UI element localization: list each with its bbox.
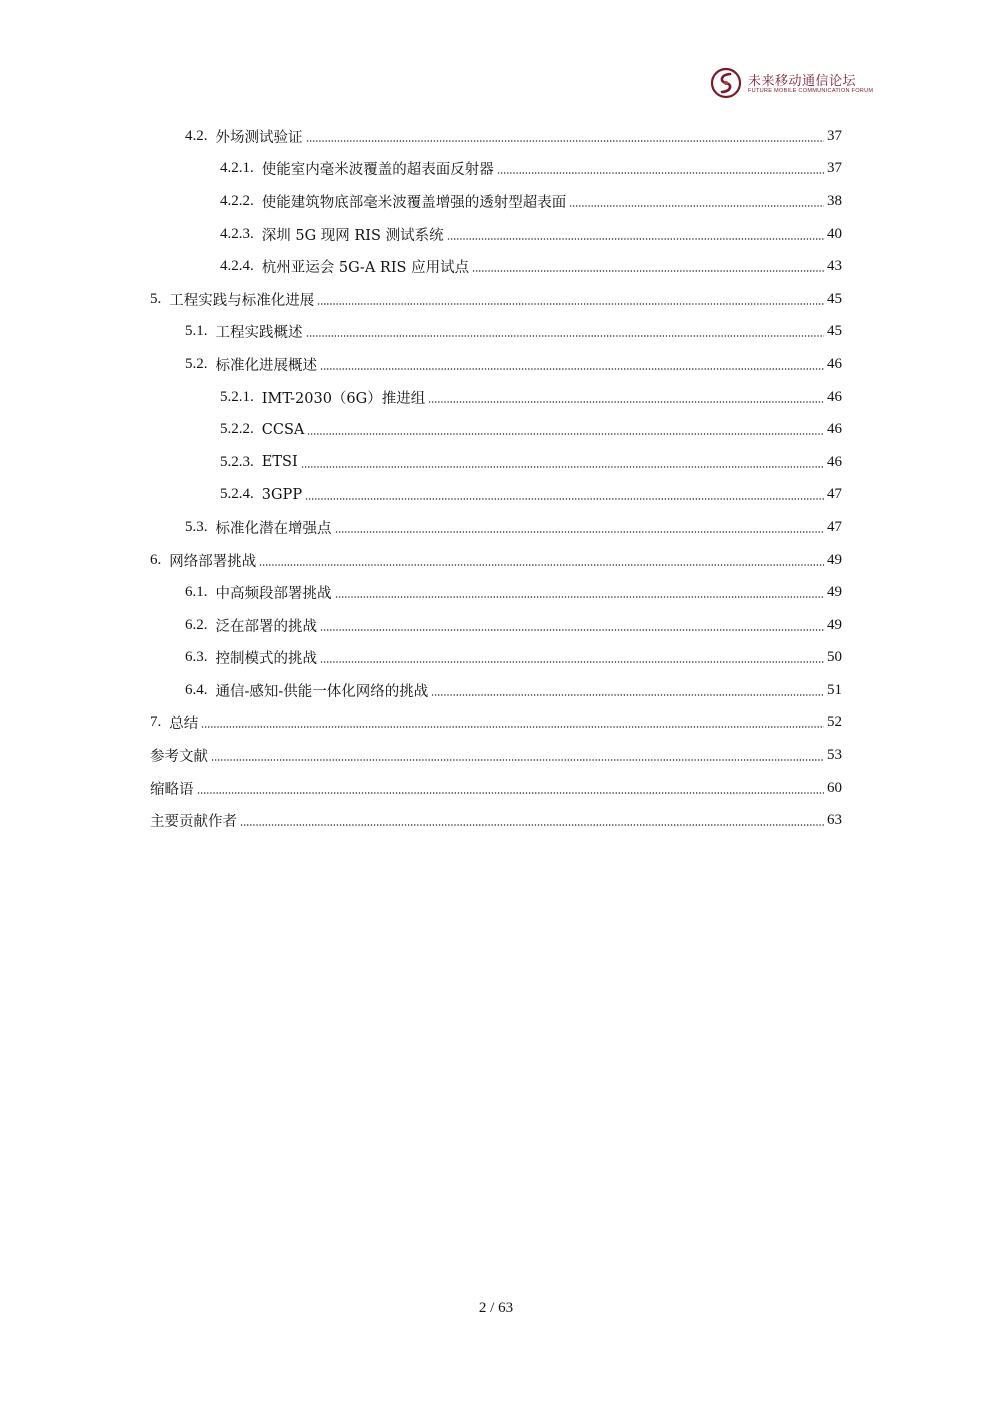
toc-entry-page: 38 — [827, 192, 842, 209]
toc-entry-number: 4.2.4. — [220, 258, 254, 275]
toc-entry-title: 3GPP — [261, 486, 303, 503]
toc-entry-page: 63 — [827, 812, 842, 829]
toc-entry[interactable] — [150, 576, 842, 609]
toc-dot-leader — [472, 269, 824, 273]
toc-dot-leader — [320, 367, 824, 371]
toc-entry[interactable] — [150, 739, 842, 772]
toc-entry-title: 泛在部署的挑战 — [215, 618, 317, 635]
toc-dot-leader — [317, 302, 824, 306]
toc-dot-leader — [497, 171, 824, 175]
toc-entry-title: 网络部署挑战 — [169, 553, 257, 570]
toc-dot-leader — [569, 204, 824, 208]
toc-entry-title: ETSI — [261, 454, 298, 471]
toc-entry-page: 40 — [827, 225, 842, 242]
toc-entry-title: 深圳 5G 现网 RIS 测试系统 — [261, 227, 444, 244]
toc-entry-title: 标准化潜在增强点 — [215, 520, 332, 537]
toc-entry-number: 6. — [150, 551, 162, 568]
toc-entry-number: 5.3. — [185, 518, 208, 535]
toc-entry-page: 46 — [827, 355, 842, 372]
toc-entry[interactable] — [150, 413, 842, 446]
toc-entry-number: 4.2.3. — [220, 225, 254, 242]
toc-dot-leader — [301, 465, 824, 469]
toc-entry-number: 7. — [150, 714, 162, 731]
toc-entry-title: 工程实践概述 — [215, 325, 303, 342]
toc-entry-page: 37 — [827, 127, 842, 144]
toc-entry-number: 4.2.2. — [220, 192, 254, 209]
toc-dot-leader — [259, 563, 824, 567]
toc-entry-page: 49 — [827, 551, 842, 568]
toc-entry-title: 使能室内毫米波覆盖的超表面反射器 — [261, 162, 494, 179]
toc-entry-number: 6.1. — [185, 584, 208, 601]
toc-entry-page: 46 — [827, 453, 842, 470]
toc-entry-number: 5.1. — [185, 323, 208, 340]
toc-entry-title: 控制模式的挑战 — [215, 651, 317, 668]
toc-entry[interactable] — [150, 218, 842, 251]
table-of-contents — [150, 120, 842, 837]
toc-entry-title: 参考文献 — [150, 749, 208, 766]
toc-entry[interactable] — [150, 250, 842, 283]
toc-dot-leader — [307, 432, 824, 436]
toc-entry-title: 工程实践与标准化进展 — [169, 292, 315, 309]
toc-entry-page: 45 — [827, 290, 842, 307]
toc-entry-number: 5.2.2. — [220, 421, 254, 438]
toc-entry[interactable] — [150, 804, 842, 837]
toc-entry[interactable] — [150, 120, 842, 153]
toc-entry-page: 50 — [827, 649, 842, 666]
toc-entry-page: 47 — [827, 486, 842, 503]
toc-entry[interactable] — [150, 609, 842, 642]
toc-entry[interactable] — [150, 772, 842, 805]
toc-dot-leader — [447, 237, 824, 241]
toc-entry-page: 45 — [827, 323, 842, 340]
toc-entry-title: 通信-感知-供能一体化网络的挑战 — [215, 683, 429, 700]
toc-entry-title: 中高频段部署挑战 — [215, 586, 332, 603]
toc-entry-page: 53 — [827, 747, 842, 764]
toc-entry-number: 6.2. — [185, 616, 208, 633]
toc-entry-title: 外场测试验证 — [215, 129, 303, 146]
toc-entry-page: 47 — [827, 518, 842, 535]
logo-english-name: FUTURE MOBILE COMMUNICATION FORUM — [748, 88, 874, 94]
toc-dot-leader — [211, 758, 824, 762]
toc-entry[interactable] — [150, 511, 842, 544]
toc-entry-number: 5. — [150, 290, 162, 307]
toc-entry-number: 5.2. — [185, 355, 208, 372]
toc-entry[interactable] — [150, 707, 842, 740]
toc-entry-page: 46 — [827, 388, 842, 405]
toc-entry-page: 43 — [827, 258, 842, 275]
toc-entry[interactable] — [150, 381, 842, 414]
toc-dot-leader — [240, 823, 824, 827]
toc-entry[interactable] — [150, 348, 842, 381]
toc-dot-leader — [306, 334, 825, 338]
toc-entry[interactable] — [150, 316, 842, 349]
toc-dot-leader — [306, 139, 825, 143]
toc-entry[interactable] — [150, 446, 842, 479]
toc-dot-leader — [305, 497, 824, 501]
forum-logo-icon — [710, 67, 742, 99]
toc-entry-title: CCSA — [261, 421, 305, 438]
toc-entry-page: 46 — [827, 421, 842, 438]
toc-entry-page: 51 — [827, 681, 842, 698]
toc-dot-leader — [320, 628, 824, 632]
toc-entry[interactable] — [150, 283, 842, 316]
toc-dot-leader — [431, 693, 824, 697]
toc-entry-number: 5.2.3. — [220, 453, 254, 470]
toc-entry-number: 4.2.1. — [220, 160, 254, 177]
toc-dot-leader — [197, 791, 825, 795]
toc-entry[interactable] — [150, 642, 842, 675]
toc-entry-number: 6.3. — [185, 649, 208, 666]
toc-dot-leader — [335, 530, 825, 534]
toc-entry-number: 4.2. — [185, 127, 208, 144]
toc-entry-title: 总结 — [169, 716, 199, 733]
toc-dot-leader — [201, 725, 824, 729]
toc-dot-leader — [335, 595, 825, 599]
toc-entry[interactable] — [150, 153, 842, 186]
toc-entry-title: 标准化进展概述 — [215, 357, 317, 374]
toc-entry-number: 5.2.4. — [220, 486, 254, 503]
toc-entry-title: 缩略语 — [150, 781, 194, 798]
toc-entry[interactable] — [150, 544, 842, 577]
toc-entry-page: 49 — [827, 584, 842, 601]
toc-entry[interactable] — [150, 674, 842, 707]
toc-entry-page: 49 — [827, 616, 842, 633]
toc-dot-leader — [320, 660, 824, 664]
toc-dot-leader — [428, 400, 824, 404]
header-logo — [710, 66, 882, 102]
page-number: 2 / 63 — [478, 1300, 514, 1316]
toc-entry-page: 52 — [827, 714, 842, 731]
toc-entry-number: 5.2.1. — [220, 388, 254, 405]
toc-entry-page: 60 — [827, 779, 842, 796]
toc-entry-title: 主要贡献作者 — [150, 814, 237, 831]
toc-entry[interactable] — [150, 185, 842, 218]
toc-entry-title: 使能建筑物底部毫米波覆盖增强的透射型超表面 — [261, 194, 567, 211]
toc-entry-number: 6.4. — [185, 681, 208, 698]
toc-entry-title: IMT-2030（6G）推进组 — [261, 390, 426, 407]
toc-entry-title: 杭州亚运会 5G-A RIS 应用试点 — [261, 260, 470, 277]
logo-chinese-name: 未来移动通信论坛 — [748, 74, 857, 89]
toc-entry-page: 37 — [827, 160, 842, 177]
toc-entry[interactable] — [150, 479, 842, 512]
